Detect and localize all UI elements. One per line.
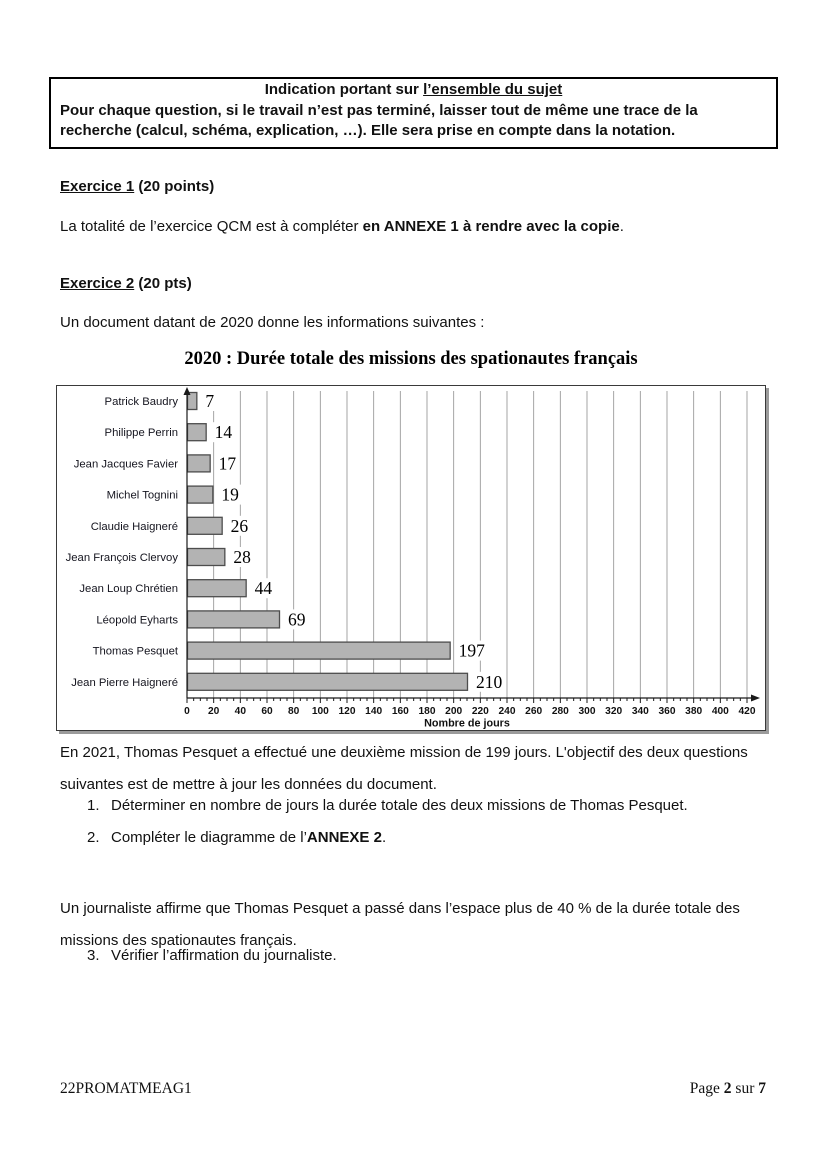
category-label: Patrick Baudry xyxy=(104,396,178,408)
category-label: Michel Tognini xyxy=(106,489,178,502)
x-axis-label: Nombre de jours xyxy=(424,717,510,729)
question-2-prefix: Compléter le diagramme de l’ xyxy=(111,829,307,846)
exercise1-heading xyxy=(60,178,214,195)
question-2-text xyxy=(111,829,774,846)
notice-title xyxy=(60,80,767,101)
footer-page-total: 7 xyxy=(758,1080,766,1097)
exercise1-intro-suffix: . xyxy=(619,218,624,235)
chart-title: 2020 : Durée totale des missions des spationautes français xyxy=(184,349,638,369)
notice-box xyxy=(49,77,778,149)
question-3 xyxy=(60,947,774,964)
value-label: 17 xyxy=(218,453,237,474)
tick-label: 360 xyxy=(658,706,676,717)
tick-label: 420 xyxy=(738,706,756,717)
value-label: 28 xyxy=(233,547,251,567)
question-2-number: 2. xyxy=(87,829,100,846)
footer-page-word: Page xyxy=(689,1080,724,1097)
chart-bar xyxy=(188,486,213,503)
exercise1-intro-normal: La totalité de l’exercice QCM est à compléter xyxy=(60,218,363,235)
tick-label: 60 xyxy=(261,706,273,717)
footer-page-indicator xyxy=(690,1080,766,1098)
category-label: Philippe Perrin xyxy=(104,427,178,440)
x-axis-arrow xyxy=(751,695,760,702)
tick-label: 160 xyxy=(391,706,409,717)
chart-bar xyxy=(188,517,223,534)
value-label: 197 xyxy=(458,640,485,661)
tick-label: 260 xyxy=(525,706,543,717)
category-label: Léopold Eyharts xyxy=(96,614,178,627)
footer-sur-word: sur xyxy=(731,1080,759,1097)
notice-title-underlined: l’ensemble du sujet xyxy=(423,81,563,98)
value-label: 14 xyxy=(214,422,233,443)
exercise1-points: (20 points) xyxy=(134,178,215,195)
chart-bar xyxy=(188,549,225,566)
tick-label: 400 xyxy=(711,706,729,717)
value-label: 44 xyxy=(254,578,273,599)
tick-label: 200 xyxy=(445,706,463,717)
chart-bar xyxy=(188,393,197,410)
question-2 xyxy=(60,829,774,846)
tick-label: 380 xyxy=(685,706,703,717)
exercise1-intro-bold: en ANNEXE 1 à rendre avec la copie xyxy=(362,218,620,235)
category-label: Jean Jacques Favier xyxy=(73,458,178,471)
chart-bar xyxy=(188,580,247,597)
tick-label: 40 xyxy=(234,706,247,717)
value-label: 210 xyxy=(476,671,503,692)
mission-duration-chart xyxy=(56,385,766,731)
tick-label: 180 xyxy=(418,706,436,717)
chart-bar xyxy=(188,673,468,690)
update-paragraph: En 2021, Thomas Pesquet a effectué une deuxième mission de 199 jours. L'objectif des deux questions suivantes est de mettre à jour les données du document. xyxy=(60,744,748,793)
exercise2-title: Exercice 2 xyxy=(60,275,135,292)
category-label: Jean Loup Chrétien xyxy=(79,583,178,596)
tick-label: 340 xyxy=(631,706,649,717)
y-axis-arrow xyxy=(184,387,191,395)
tick-label: 80 xyxy=(287,706,300,717)
notice-title-prefix: Indication portant sur xyxy=(264,81,424,98)
tick-label: 240 xyxy=(498,706,516,717)
tick-label: 140 xyxy=(365,706,383,717)
question-3-number: 3. xyxy=(87,947,100,964)
tick-label: 220 xyxy=(471,706,489,717)
tick-label: 120 xyxy=(338,706,356,717)
tick-label: 280 xyxy=(551,706,569,717)
question-1-number: 1. xyxy=(87,797,100,814)
tick-label: 100 xyxy=(311,706,329,717)
footer-page-number: 2 xyxy=(723,1080,732,1097)
value-label: 69 xyxy=(288,609,306,630)
chart-bar xyxy=(188,611,280,628)
value-label: 7 xyxy=(205,391,215,411)
tick-label: 320 xyxy=(605,706,623,717)
footer-document-code: 22PROMATMEAG1 xyxy=(60,1080,192,1097)
exercise1-intro xyxy=(60,218,624,235)
exercise2-points: (20 pts) xyxy=(134,275,192,292)
value-label: 26 xyxy=(230,515,249,536)
exercise2-intro: Un document datant de 2020 donne les informations suivantes : xyxy=(60,314,485,331)
category-label: Thomas Pesquet xyxy=(92,645,178,658)
question-3-text: Vérifier l’affirmation du journaliste. xyxy=(111,947,337,964)
exercise1-title: Exercice 1 xyxy=(60,178,135,195)
category-label: Claudie Haigneré xyxy=(90,520,178,533)
tick-label: 20 xyxy=(207,706,220,717)
category-label: Jean François Clervoy xyxy=(65,552,178,564)
category-label: Jean Pierre Haigneré xyxy=(71,676,178,689)
exercise2-heading xyxy=(60,275,192,292)
chart-bar xyxy=(188,455,211,472)
question-1 xyxy=(60,797,774,814)
value-label: 19 xyxy=(221,484,239,505)
mission-chart-svg xyxy=(57,386,764,729)
question-1-text: Déterminer en nombre de jours la durée totale des deux missions de Thomas Pesquet. xyxy=(111,797,688,814)
notice-body: Pour chaque question, si le travail n’est pas terminé, laisser tout de même une trace de la recherche (calcul, schéma, explication, …). Elle sera prise en compte dans la notation. xyxy=(60,101,698,139)
tick-label: 300 xyxy=(578,706,596,717)
question-2-bold: ANNEXE 2 xyxy=(306,829,382,846)
tick-label: 0 xyxy=(184,706,190,717)
journalist-paragraph: Un journaliste affirme que Thomas Pesquet a passé dans l’espace plus de 40 % de la durée totale des missions des spationautes français. xyxy=(60,900,740,949)
chart-bar xyxy=(188,642,451,659)
chart-bar xyxy=(188,424,207,441)
question-2-suffix: . xyxy=(381,829,387,846)
